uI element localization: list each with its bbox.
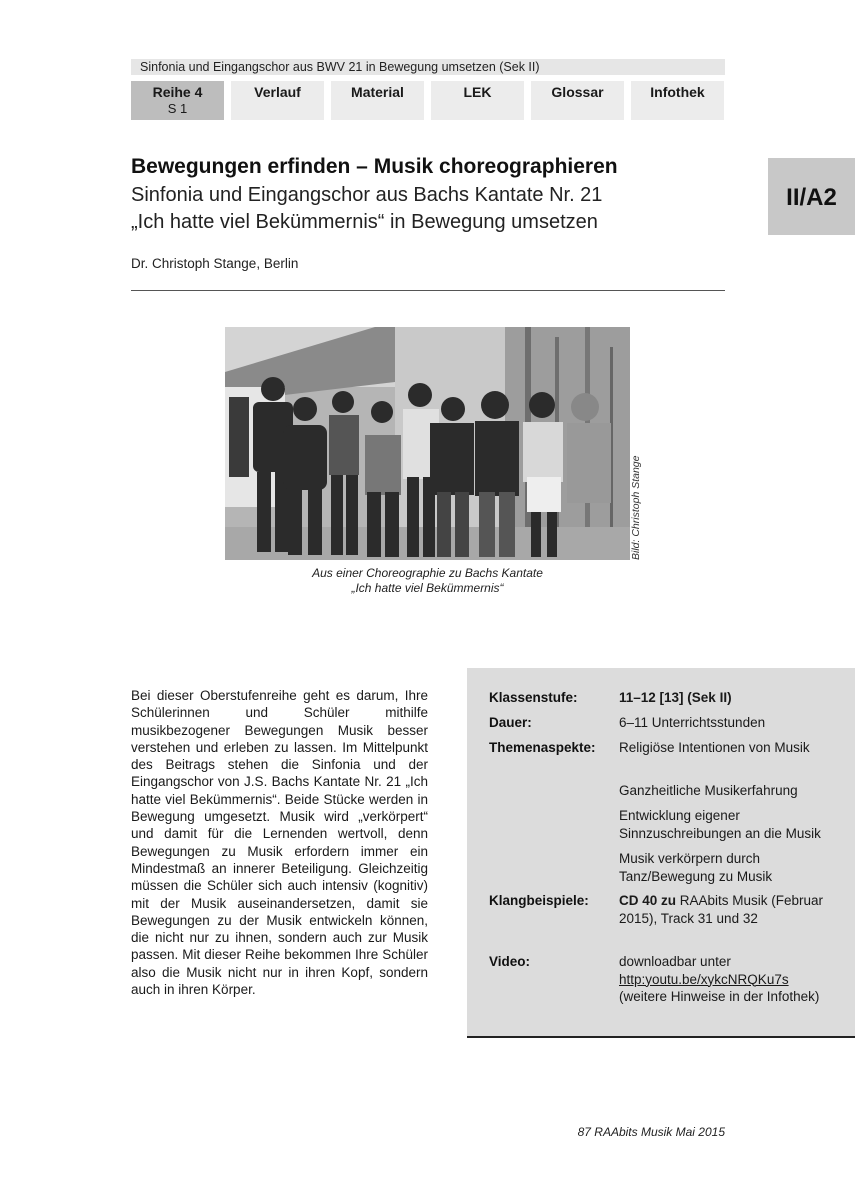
author: Dr. Christoph Stange, Berlin <box>131 256 299 271</box>
tab-lek[interactable] <box>431 81 524 120</box>
tab-infothek[interactable] <box>631 81 724 120</box>
photo-caption-line-1: Aus einer Choreographie zu Bachs Kantate <box>312 566 543 580</box>
dauer-value: 6–11 Unterrichtsstunden <box>619 715 766 730</box>
page-subtitle-1: Sinfonia und Eingangschor aus Bachs Kantate Nr. 21 <box>131 184 603 206</box>
tab-lek-label: LEK <box>463 84 492 100</box>
themenaspekt-item: Musik verkörpern durch Tanz/Bewegung zu Musik <box>619 851 773 884</box>
tab-verlauf-label: Verlauf <box>254 84 301 100</box>
tab-reihe-page: S 1 <box>167 101 188 116</box>
tab-material-label: Material <box>351 84 404 100</box>
tab-glossar-label: Glossar <box>551 84 604 100</box>
page-title: Bewegungen erfinden – Musik choreographieren <box>131 155 618 178</box>
themenaspekt-item: Entwicklung eigener Sinnzuschreibungen an die Musik <box>619 808 821 841</box>
video-prefix: downloadbar unter <box>619 954 731 969</box>
video-label: Video: <box>489 954 531 969</box>
klangbeispiele-value <box>619 892 834 927</box>
tab-verlauf[interactable] <box>231 81 324 120</box>
intro-text: Bei dieser Oberstufenreihe geht es darum, Ihre Schülerinnen und Schüler mithilfe musikbezogener Bewegungen Musik besser verstehen und erleben zu lassen. Im Mittelpunkt des Beitrags stehen die Sinfonia und der Eingangschor von J.S. Bachs Kantate Nr. 21 „Ich hatte viel Bekümmernis“. Beide Stücke werden in Bewegung umgesetzt. Musik wird „verkörpert“ und damit für die Lernenden wertvoll, denn Bewegungen zu Musik erfordern immer ein Mindestmaß an innerer Beteiligung. Gleichzeitig müssen die Schüler sich auch intensiv (kognitiv) mit der Musik auseinandersetzen, damit sie Bewegungen zu der Musik entwickeln können, die nicht nur zu ihnen, sondern auch zur Musik passen. Mit dieser Reihe bekommen Ihre Schüler also die Musik nicht nur in ihren Kopf, sondern auch in ihren Körper. <box>131 688 428 998</box>
klangbeispiele-label: Klangbeispiele: <box>489 893 589 908</box>
klangbeispiele-detail: RAAbits Musik (Februar 2015), Track 31 und 32 <box>619 893 824 926</box>
themenaspekte-label: Themenaspekte: <box>489 740 596 755</box>
photo-caption-line-2: „Ich hatte viel Bekümmernis“ <box>351 581 504 595</box>
divider <box>131 290 725 291</box>
video-suffix: (weitere Hinweise in der Infothek) <box>619 989 820 1004</box>
photo-caption <box>225 566 630 596</box>
video-link[interactable]: http:youtu.be/xykcNRQKu7s <box>619 971 789 987</box>
klassenstufe-label: Klassenstufe: <box>489 690 578 705</box>
tab-reihe[interactable] <box>131 81 224 120</box>
tab-reihe-label: Reihe 4 <box>152 84 203 100</box>
photo-credit: Bild: Christoph Stange <box>630 455 642 560</box>
dauer-label: Dauer: <box>489 715 532 730</box>
video-value <box>619 953 834 1006</box>
photo-illustration <box>225 327 630 560</box>
choreography-photo <box>225 327 630 560</box>
themenaspekt-item: Religiöse Intentionen von Musik <box>619 740 810 755</box>
section-badge: II/A2 <box>768 158 855 235</box>
tab-glossar[interactable] <box>531 81 624 120</box>
tab-material[interactable] <box>331 81 424 120</box>
info-box-rule <box>467 1036 855 1038</box>
klassenstufe-value: 11–12 [13] (Sek II) <box>619 690 732 705</box>
series-title-bar: Sinfonia und Eingangschor aus BWV 21 in Bewegung umsetzen (Sek II) <box>131 59 725 75</box>
page-subtitle-2: „Ich hatte viel Bekümmernis“ in Bewegung umsetzen <box>131 211 598 233</box>
klangbeispiele-cd: CD 40 zu <box>619 893 677 908</box>
page-footer: 87 RAAbits Musik Mai 2015 <box>577 1125 725 1139</box>
themenaspekt-item: Ganzheitliche Musikerfahrung <box>619 783 798 798</box>
tab-infothek-label: Infothek <box>650 84 705 100</box>
